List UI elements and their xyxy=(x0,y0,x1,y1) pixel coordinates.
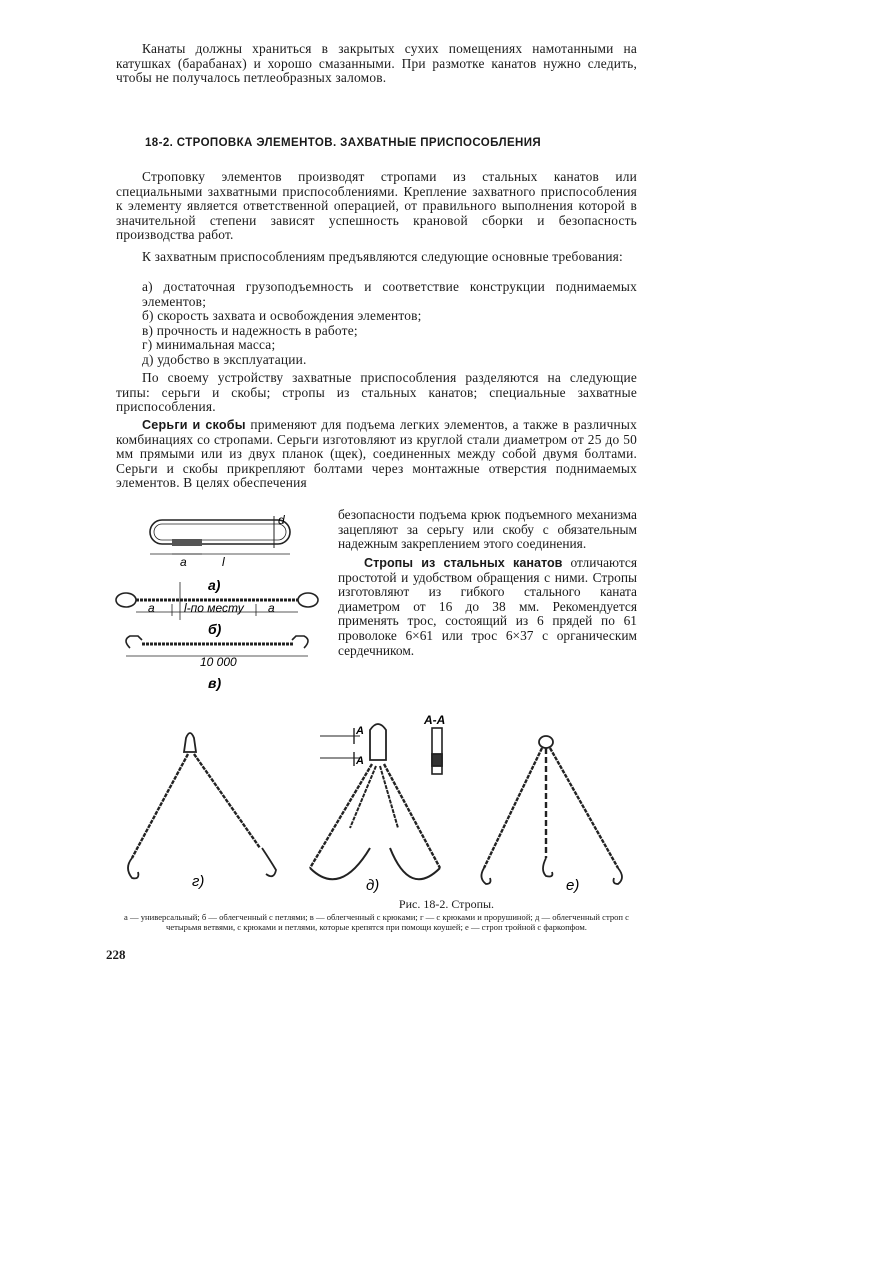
section-label-aa: А-А xyxy=(424,713,446,727)
figure-caption-title: Рис. 18-2. Стропы. xyxy=(398,897,495,911)
page-number: 228 xyxy=(106,947,126,962)
figure-caption-text: а — универсальный; б — облегченный с петлями; в — облегченный с крюками; г — с крюками и прорушиной; д — облегченный строп с четырьмя ветвями, с крюками и петлями, которые крепятся при помощи коушей; е — строп тройной с фаркопфом. xyxy=(124,912,629,932)
paragraph-1: Строповку элементов производят стропами из стальных канатов или специальными захватными приспособлениями. Крепление захватного приспособления к элементу является ответственной операцией, от правильного выполнения которой в значительной степени зависят успешность крановой сборки и безопасность производства работ. xyxy=(116,169,637,243)
intro-paragraph: Канаты должны храниться в закрытых сухих помещениях намотанными на катушках (барабанах) и хорошо смазанными. При размотке канатов нужно следить, чтобы не получалось петлеобразных заломов. xyxy=(116,41,637,86)
label-l: l xyxy=(222,555,225,569)
figure-slings-large xyxy=(110,708,640,894)
requirement-a: а) достаточная грузоподъемность и соответствие конструкции поднимаемых элементов; xyxy=(142,279,637,309)
paragraph-3: По своему устройству захватные приспособления разделяются на следующие типы: серьги и скобы; стропы из стальных канатов; специальные захватные приспособления. xyxy=(116,370,637,415)
requirement-d: г) минимальная масса; xyxy=(142,337,276,353)
label-l-place: l-по месту xyxy=(184,601,244,615)
label-a-2: a xyxy=(148,601,155,615)
arrow-label-a-2: А xyxy=(356,755,364,767)
paragraph-4-continued: безопасности подъема крюк подъемного механизма зацепляют за серьгу или скобу с обязательным надежным закреплением этого соединения. xyxy=(338,507,637,552)
requirements-list xyxy=(116,280,637,368)
sub-label-b: б) xyxy=(208,621,222,637)
section-heading: 18-2. СТРОПОВКА ЭЛЕМЕНТОВ. ЗАХВАТНЫЕ ПРИСПОСОБЛЕНИЯ xyxy=(145,137,542,149)
sub-label-d: д) xyxy=(366,877,380,894)
paragraph-5: Стропы из стальных канатов отличаются простотой и удобством обращения с ними. Стропы изготовляют из гибкого стального каната диаметром от 16 до 38 мм. Рекомендуется применять трос, состоящий из 6 прядей по 61 проволоке 6×61 или трос 6×37 с органическим сердечником. xyxy=(338,555,637,658)
sub-label-a: а) xyxy=(208,577,221,593)
term-sergi: Серьги и скобы xyxy=(142,418,246,432)
label-d: d xyxy=(278,513,285,527)
label-a-1: a xyxy=(180,555,187,569)
requirement-c: в) прочность и надежность в работе; xyxy=(142,322,358,338)
figure-slings-small xyxy=(108,508,330,694)
arrow-label-a-1: А xyxy=(356,725,364,737)
sub-label-e: е) xyxy=(566,877,580,894)
label-a-3: a xyxy=(268,601,275,615)
paragraph-2: К захватным приспособлениям предъявляются следующие основные требования: xyxy=(142,249,623,264)
requirement-e: д) удобство в эксплуатации. xyxy=(142,351,307,367)
sub-label-g: г) xyxy=(192,873,205,890)
label-10000: 10 000 xyxy=(200,655,237,669)
sub-label-v: в) xyxy=(208,675,222,691)
paragraph-4: Серьги и скобы применяют для подъема легких элементов, а также в различных комбинациях со стропами. Серьги изготовляют из круглой стали диаметром от 25 до 50 мм прямыми или из двух планок (щек), соединенных между собой двумя болтами. Серьги и скобы прикрепляют болтами через монтажные отверстия поднимаемых элементов. В целях обеспечения xyxy=(116,417,637,491)
requirement-b: б) скорость захвата и освобождения элементов; xyxy=(142,308,422,324)
term-stropy: Стропы из стальных канатов xyxy=(364,556,563,570)
